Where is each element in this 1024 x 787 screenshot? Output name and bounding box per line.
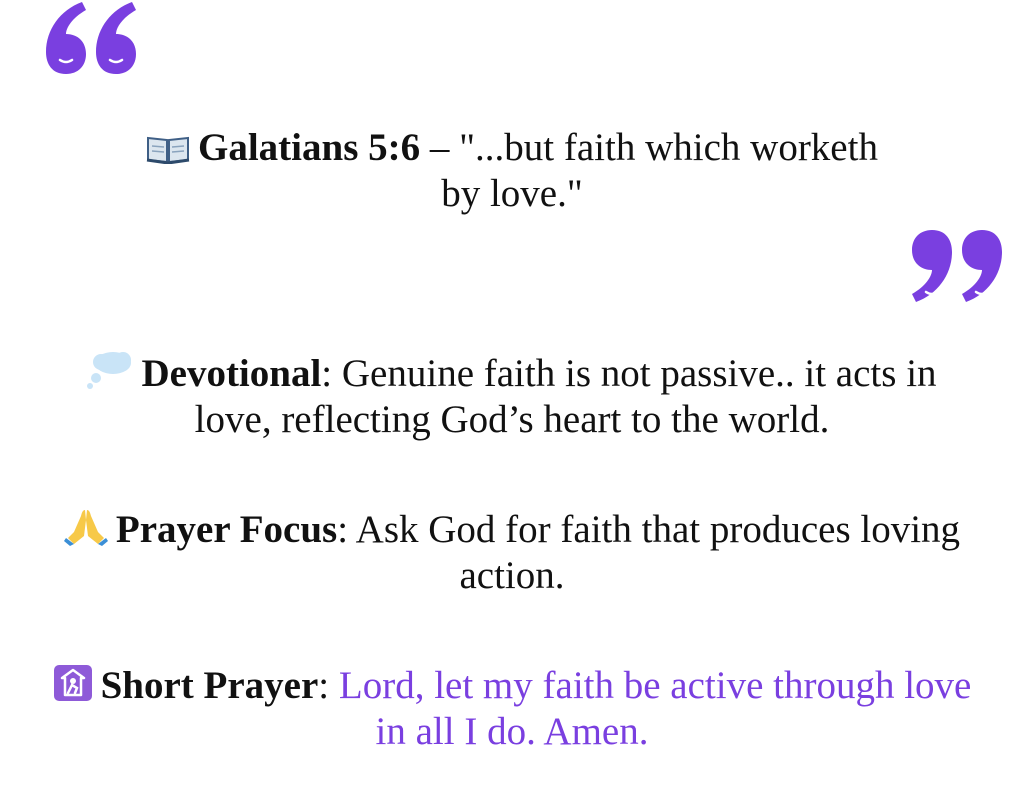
short-prayer-text-line2: in all I do. Amen.: [375, 710, 649, 753]
short-prayer-colon: :: [318, 664, 339, 707]
prayer-focus-block: [0, 508, 1024, 597]
devotional-text-line2: love, reflecting God’s heart to the world.: [194, 398, 830, 441]
verse-text-line2: by love.": [441, 172, 583, 215]
prayer-focus-text-line2: action.: [459, 554, 565, 597]
place-of-worship-icon: [53, 664, 93, 711]
prayer-focus-colon: :: [337, 508, 356, 551]
short-prayer-text-line1: Lord, let my faith be active through love: [338, 664, 972, 707]
devotional-label: Devotional: [141, 352, 322, 395]
praying-hands-icon: [64, 508, 108, 555]
short-prayer-block: [0, 664, 1024, 753]
verse-text-line1: "...but faith which worketh: [459, 126, 878, 169]
devotional-text-line1: Genuine faith is not passive.. it acts in: [341, 352, 937, 395]
close-quote-icon: [904, 226, 1004, 306]
verse-block: [0, 127, 1024, 215]
prayer-focus-text-line1: Ask God for faith that produces loving: [355, 508, 961, 551]
short-prayer-label: Short Prayer: [100, 664, 319, 707]
verse-reference: Galatians 5:6: [198, 126, 421, 169]
open-quote-icon: [44, 0, 144, 76]
prayer-focus-label: Prayer Focus: [115, 508, 338, 551]
devotional-block: [0, 350, 1024, 441]
verse-separator: –: [420, 126, 460, 169]
devotional-colon: :: [321, 352, 342, 395]
thought-bubble-icon: [87, 350, 133, 399]
open-book-icon: [146, 131, 190, 173]
